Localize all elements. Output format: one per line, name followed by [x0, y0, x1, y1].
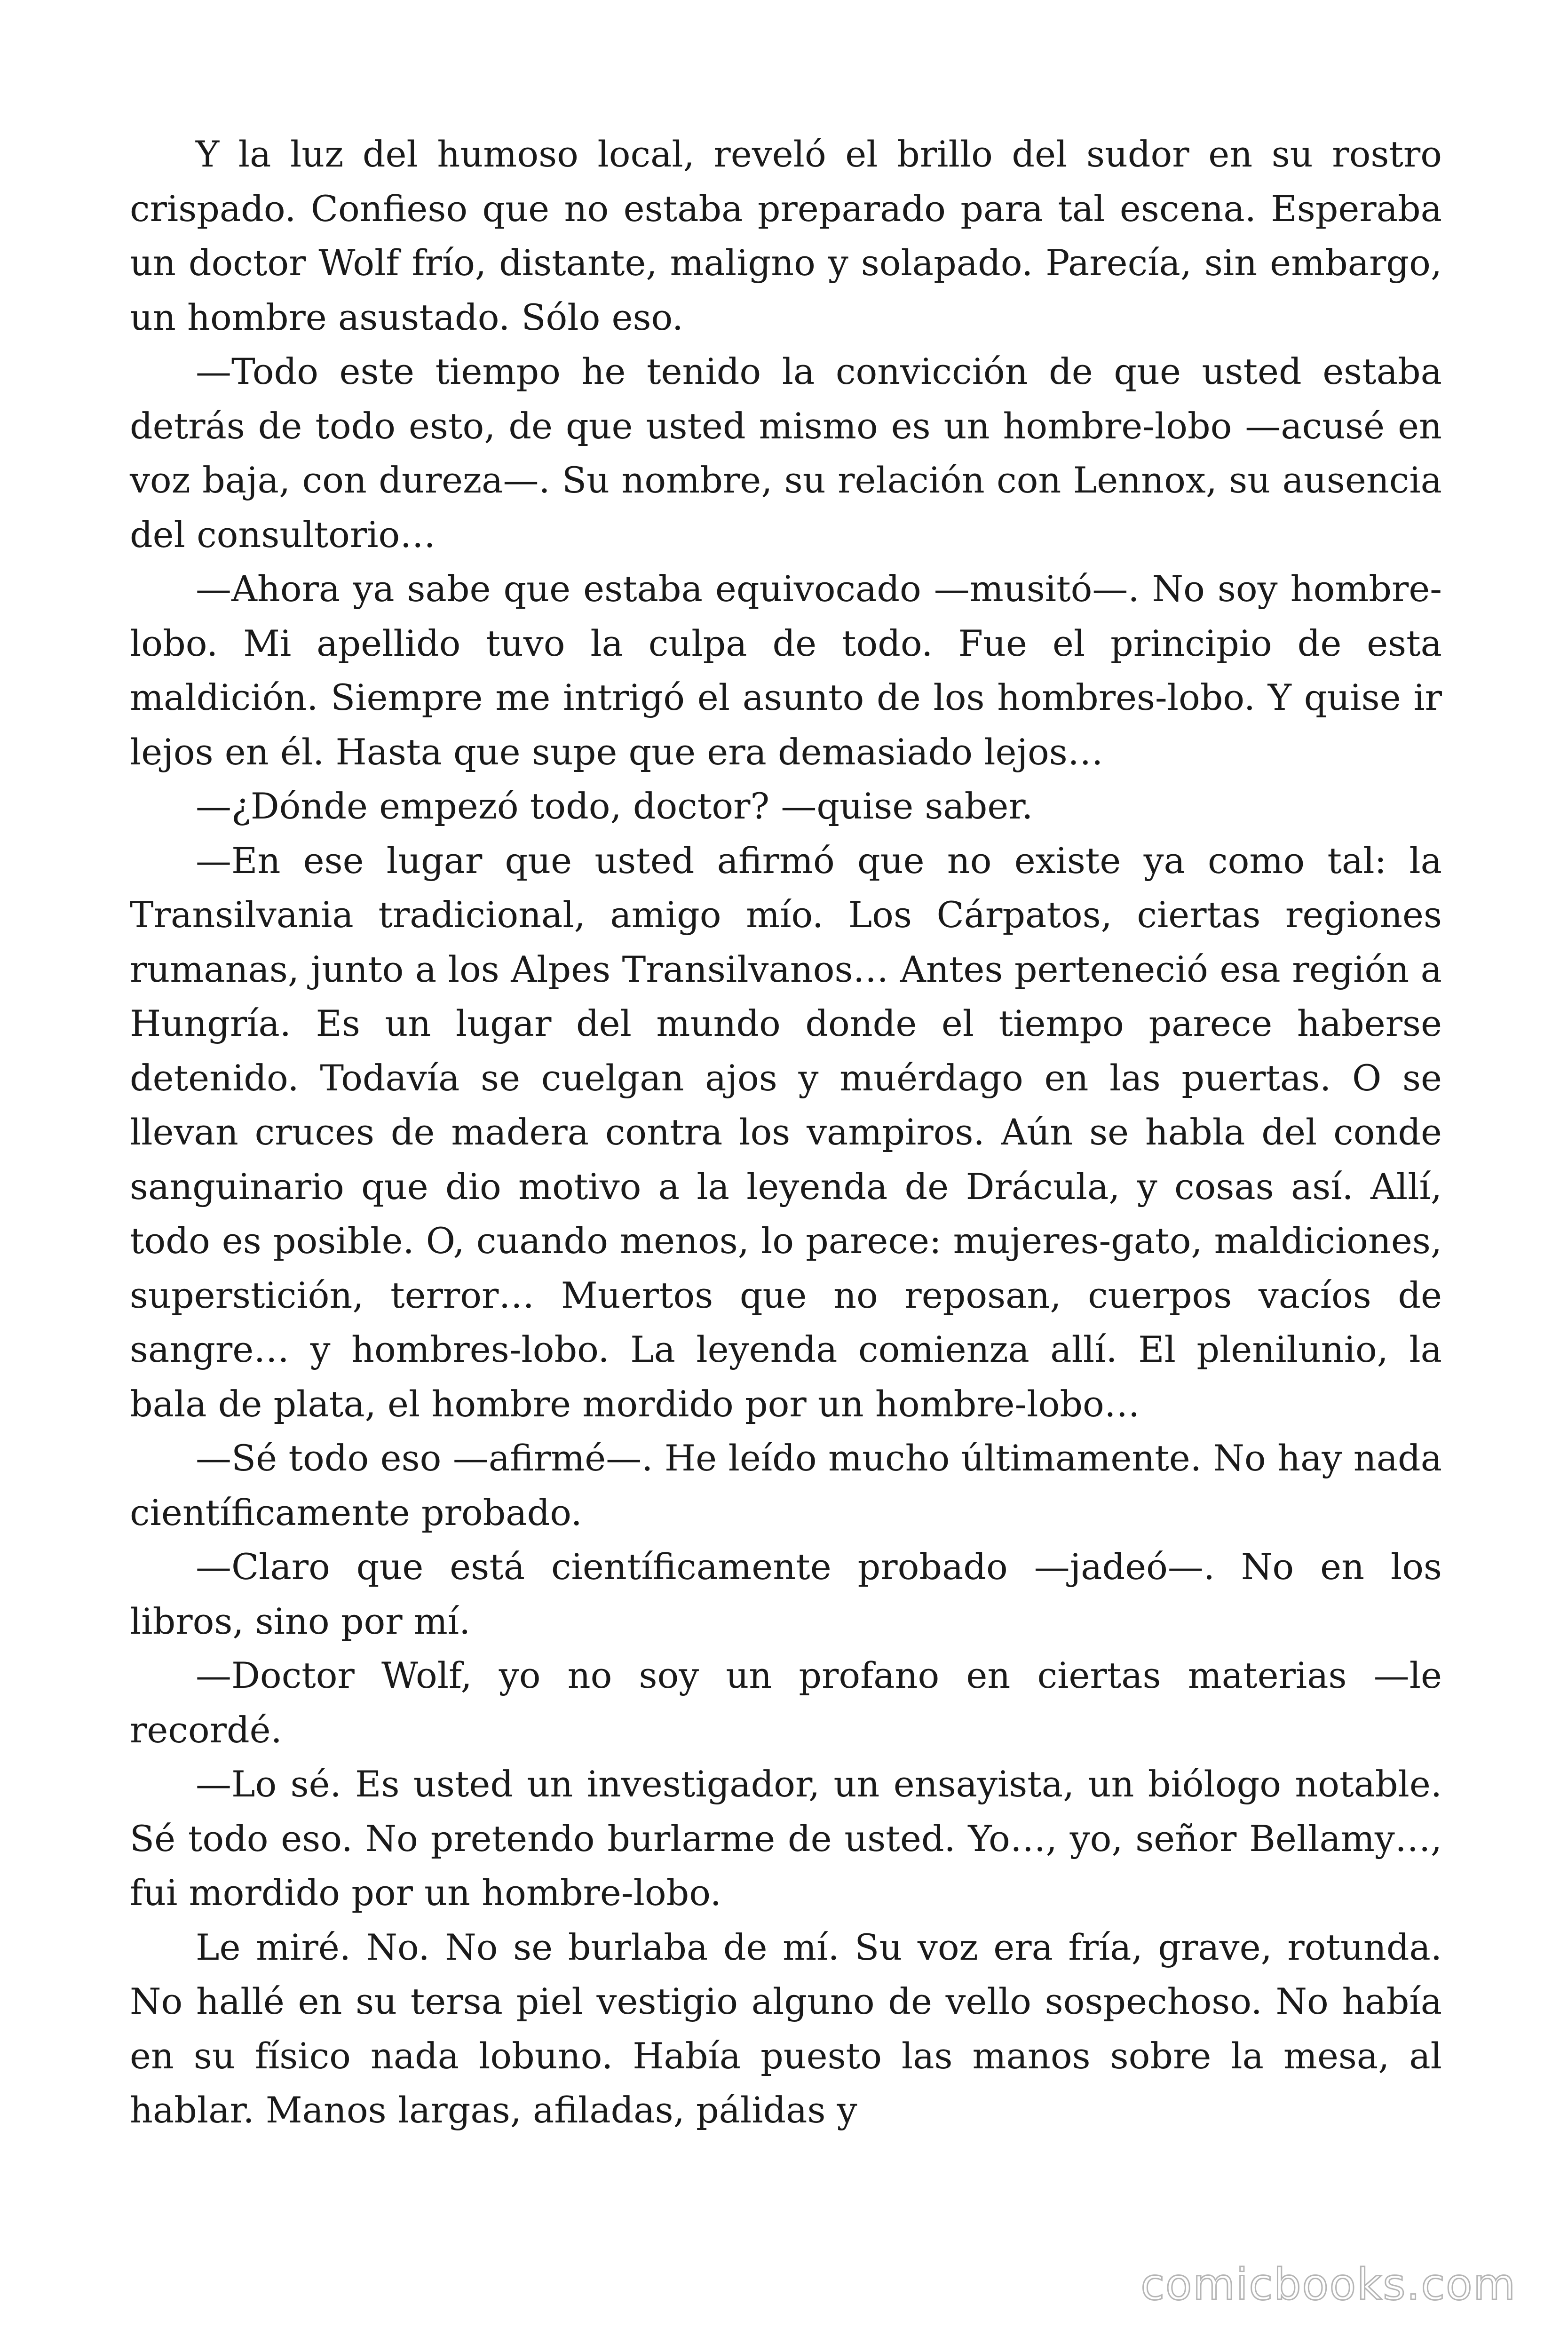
- page-body: [130, 127, 1442, 2137]
- paragraph-7: —Claro que está científicamente probado —jadeó—. No en los libros, sino por mí.: [130, 1546, 1442, 1642]
- paragraph-10: Le miré. No. No se burlaba de mí. Su voz era fría, grave, rotunda. No hallé en su tersa piel vestigio alguno de vello sospechoso. No había en su físico nada lobuno. Había puesto las manos sobre la mesa, al hablar. Manos largas, afiladas, pálidas y: [130, 1926, 1442, 2131]
- paragraph-5: —En ese lugar que usted afirmó que no existe ya como tal: la Transilvania tradicional, amigo mío. Los Cárpatos, ciertas regiones rumanas, junto a los Alpes Transilvanos… Antes perteneció esa región a Hungría. Es un lugar del mundo donde el tiempo parece haberse detenido. Todavía se cuelgan ajos y muérdago en las puertas. O se llevan cruces de madera contra los vampiros. Aún se habla del conde sanguinario que dio motivo a la leyenda de Drácula, y cosas así. Allí, todo es posible. O, cuando menos, lo parece: mujeres-gato, maldiciones, superstición, terror… Muertos que no reposan, cuerpos vacíos de sangre… y hombres-lobo. La leyenda comienza allí. El plenilunio, la bala de plata, el hombre mordido por un hombre-lobo…: [130, 839, 1442, 1425]
- paragraph-1: Y la luz del humoso local, reveló el brillo del sudor en su rostro crispado. Confieso que no estaba preparado para tal escena. Esperaba un doctor Wolf frío, distante, maligno y solapado. Parecía, sin embargo, un hombre asustado. Sólo eso.: [130, 133, 1442, 338]
- paragraph-8: —Doctor Wolf, yo no soy un profano en ciertas materias —le recordé.: [130, 1654, 1442, 1751]
- paragraph-2: —Todo este tiempo he tenido la convicción de que usted estaba detrás de todo esto, de que usted mismo es un hombre-lobo —acusé en voz baja, con dureza—. Su nombre, su relación con Lennox, su ausencia del consultorio…: [130, 350, 1442, 556]
- watermark: comicbooks.com: [1140, 2259, 1516, 2310]
- paragraph-3: —Ahora ya sabe que estaba equivocado —musitó—. No soy hombre-lobo. Mi apellido tuvo la culpa de todo. Fue el principio de esta maldición. Siempre me intrigó el asunto de los hombres-lobo. Y quise ir lejos en él. Hasta que supe que era demasiado lejos…: [130, 568, 1442, 773]
- paragraph-6: —Sé todo eso —afirmé—. He leído mucho últimamente. No hay nada científicamente probado.: [130, 1437, 1442, 1534]
- paragraph-4: —¿Dónde empezó todo, doctor? —quise saber.: [196, 785, 1033, 827]
- paragraph-9: —Lo sé. Es usted un investigador, un ensayista, un biólogo notable. Sé todo eso. No pretendo burlarme de usted. Yo…, yo, señor Bellamy…, fui mordido por un hombre-lobo.: [130, 1763, 1442, 1914]
